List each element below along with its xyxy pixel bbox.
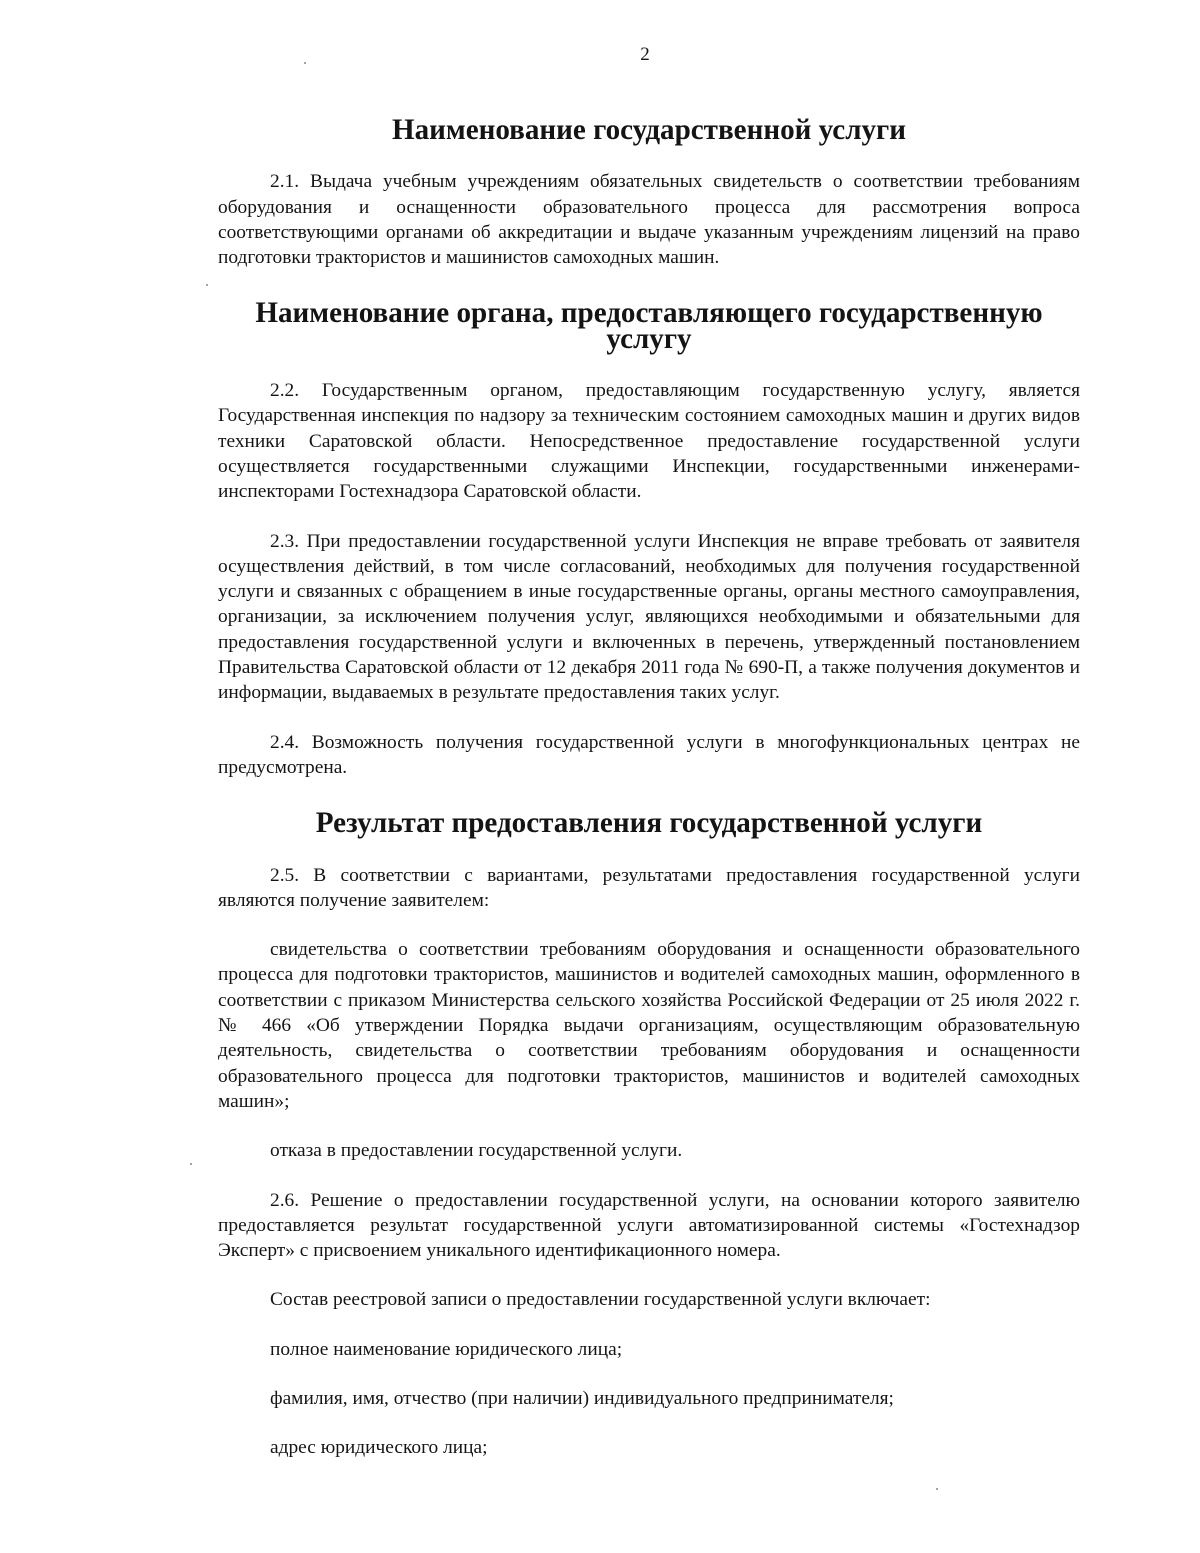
paragraph-2-2: 2.2. Государственным органом, предоставляющим государственную услугу, является Государственная инспекция по надзору за техническим состоянием самоходных машин и других видов техники Саратовской области. Непосредственное предоставление государственной услуги осуществляется государственными служащими Инспекции, государственными инженерами-инспекторами Гостехнадзора Саратовской области. bbox=[218, 380, 1080, 503]
paragraph-registry-composition: Состав реестровой записи о предоставлении государственной услуги включает: bbox=[270, 1289, 931, 1311]
paragraph-2-5: 2.5. В соответствии с вариантами, результатами предоставления государственной услуги являются получение заявителем: bbox=[218, 864, 1080, 911]
section-heading-authority: Наименование органа, предоставляющего государственную услугу bbox=[255, 297, 1043, 355]
paragraph-2-4: 2.4. Возможность получения государственной услуги в многофункциональных центрах не предусмотрена. bbox=[218, 731, 1080, 778]
paragraph-certificate: свидетельства о соответствии требованиям оборудования и оснащенности образовательного процесса для подготовки трактористов, машинистов и водителей самоходных машин, оформленного в соответствии с приказом Министерства сельского хозяйства Российской Федерации от 25 июля 2022 г. № 466 «Об утверждении Порядка выдачи организациям, осуществляющим образовательную деятельность, свидетельства о соответствии требованиям оборудования и оснащенности образовательного процесса для подготовки трактористов, машинистов и водителей самоходных машин»; bbox=[218, 939, 1080, 1112]
paragraph-2-1: 2.1. Выдача учебным учреждениям обязательных свидетельств о соответствии требованиям оборудования и оснащенности образовательного процесса для рассмотрения вопроса соответствующими органами об аккредитации и выдаче указанным учреждениям лицензий на право подготовки трактористов и машинистов самоходных машин. bbox=[218, 171, 1080, 269]
list-item-legal-entity-name: полное наименование юридического лица; bbox=[270, 1338, 623, 1360]
scan-speck bbox=[936, 1488, 938, 1490]
paragraph-2-6: 2.6. Решение о предоставлении государственной услуги, на основании которого заявителю предоставляется результат государственной услуги автоматизированной системы «Гостехнадзор Эксперт» с присвоением уникального идентификационного номера. bbox=[218, 1189, 1080, 1262]
section-heading-result: Результат предоставления государственной услуги bbox=[315, 807, 983, 840]
list-item-legal-entity-address: адрес юридического лица; bbox=[270, 1437, 488, 1459]
paragraph-refusal: отказа в предоставлении государственной услуги. bbox=[270, 1140, 683, 1162]
list-item-entrepreneur-name: фамилия, имя, отчество (при наличии) индивидуального предпринимателя; bbox=[270, 1387, 894, 1409]
scan-speck bbox=[304, 62, 306, 64]
scan-speck bbox=[206, 284, 208, 286]
document-body bbox=[218, 114, 1080, 1461]
paragraph-2-3: 2.3. При предоставлении государственной услуги Инспекция не вправе требовать от заявителя осуществления действий, в том числе согласований, необходимых для получения государственной услуги и связанных с обращением в иные государственные органы, органы местного самоуправления, организации, за исключением получения услуг, являющихся необходимыми и обязательными для предоставления государственной услуги и включенных в перечень, утвержденный постановлением Правительства Саратовской области от 12 декабря 2011 года № 690-П, а также получения документов и информации, выдаваемых в результате предоставления таких услуг. bbox=[218, 530, 1080, 704]
scan-speck bbox=[190, 1163, 192, 1165]
page-number: 2 bbox=[640, 44, 650, 65]
section-heading-service-name: Наименование государственной услуги bbox=[391, 114, 907, 146]
